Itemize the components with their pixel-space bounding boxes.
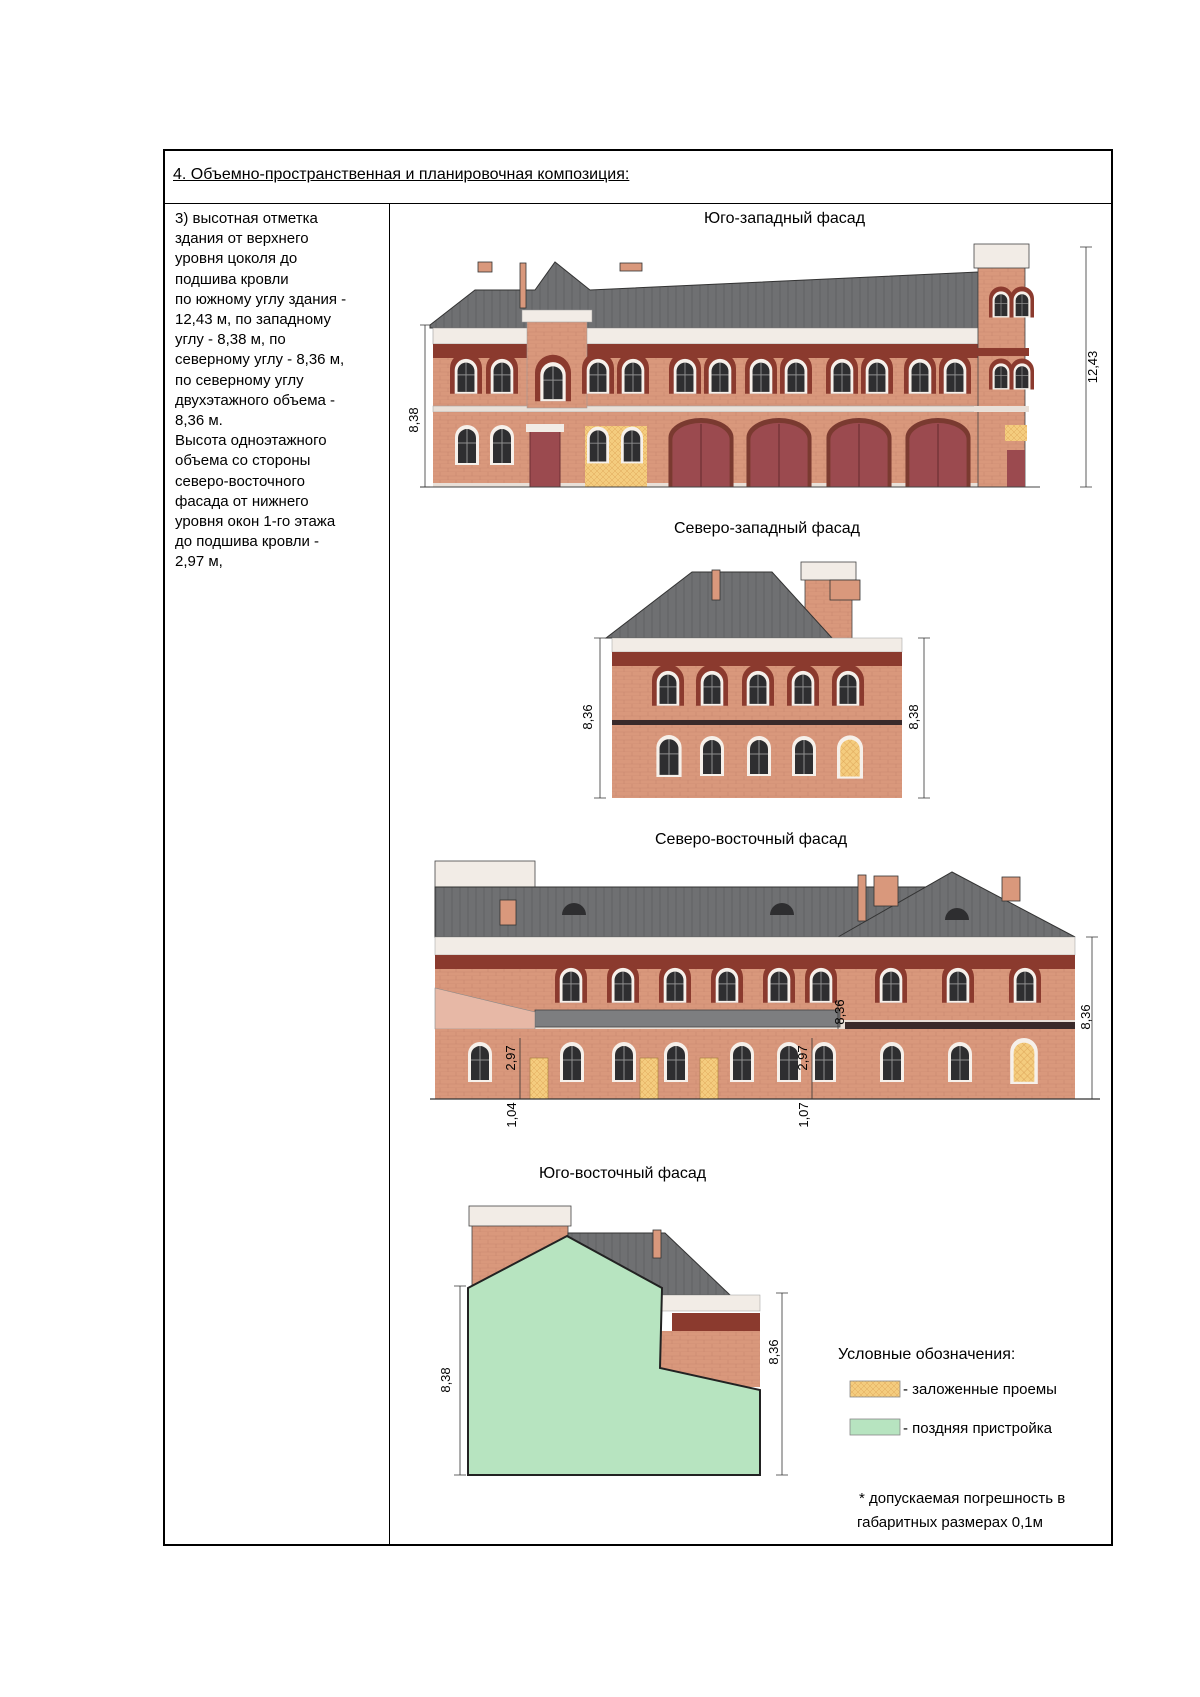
description-line: 8,36 м. — [175, 412, 223, 430]
description-line: Высота одноэтажного — [175, 432, 327, 450]
tolerance-note-line: * допускаемая погрешность в — [859, 1490, 1066, 1507]
ne-facade — [430, 861, 1100, 1128]
nw-dim-right: 8,38 — [906, 704, 921, 730]
nw-dim-left: 8,36 — [580, 704, 595, 730]
description-line: подшива кровли — [175, 270, 289, 288]
ne-dim-104: 1,04 — [504, 1102, 519, 1128]
description-line: уровня окон 1-го этажа — [175, 513, 336, 531]
sw-dim-left: 8,38 — [406, 407, 421, 433]
description-line: северо-восточного — [175, 472, 305, 490]
description-line: до подшива кровли - — [175, 533, 320, 551]
description-line: углу - 8,38 м, по — [175, 331, 286, 349]
nw-facade-title: Северо-западный фасад — [674, 520, 860, 537]
tolerance-note-line: габаритных размерах 0,1м — [857, 1514, 1043, 1531]
section-title: 4. Объемно-пространственная и планировочная композиция: — [173, 166, 630, 183]
description-line: здания от верхнего — [175, 230, 309, 248]
ne-dim-297-right: 2,97 — [795, 1045, 810, 1071]
legend-item-blocked: - заложенные проемы — [903, 1381, 1057, 1398]
description-line: объема со стороны — [175, 452, 311, 470]
ne-dim-836-mid: 8,36 — [832, 999, 847, 1025]
ne-dim-297-left: 2,97 — [503, 1045, 518, 1071]
description-line: 2,97 м, — [175, 553, 223, 571]
description-line: фасада от нижнего — [175, 492, 309, 510]
legend-title: Условные обозначения: — [838, 1346, 1016, 1363]
legend — [850, 1381, 900, 1435]
description-line: 12,43 м, по западному — [175, 311, 332, 329]
description-line: по южному углу здания - — [175, 290, 347, 308]
description-line: уровня цоколя до — [175, 250, 298, 268]
legend-swatch-annex — [850, 1419, 900, 1435]
sw-facade-title: Юго-западный фасад — [704, 210, 866, 227]
ne-dim-836-right: 8,36 — [1078, 1004, 1093, 1030]
sw-facade — [406, 244, 1100, 487]
ne-dim-107: 1,07 — [796, 1102, 811, 1128]
sw-dim-right: 12,43 — [1085, 350, 1100, 384]
ne-facade-title: Северо-восточный фасад — [655, 831, 848, 848]
description-line: двухэтажного объема - — [175, 391, 336, 409]
legend-item-annex: - поздняя пристройка — [903, 1420, 1052, 1437]
description-line: северному углу - 8,36 м, — [175, 351, 345, 369]
description-line: по северному углу — [175, 371, 304, 389]
se-facade-title: Юго-восточный фасад — [539, 1165, 707, 1182]
se-dim-right: 8,36 — [766, 1339, 781, 1365]
se-dim-left: 8,38 — [438, 1367, 453, 1393]
description-line: 3) высотная отметка — [175, 210, 318, 227]
se-facade — [438, 1206, 788, 1475]
legend-swatch-blocked — [850, 1381, 900, 1397]
nw-facade — [580, 562, 930, 798]
